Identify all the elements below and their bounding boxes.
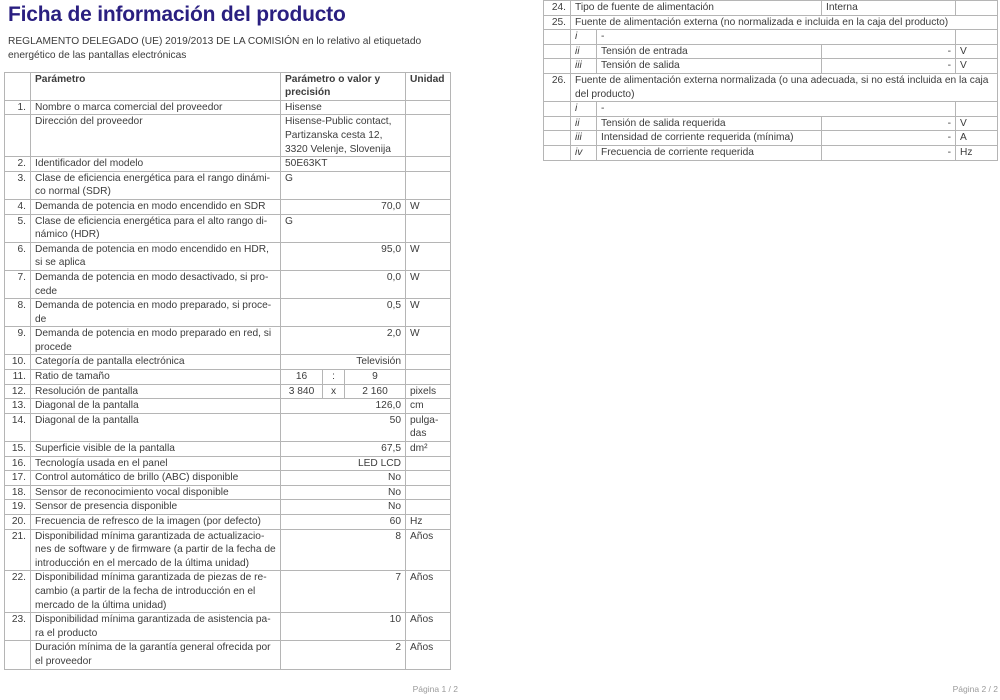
row-number-cell: 25.	[544, 15, 571, 30]
table-row	[544, 44, 998, 59]
table-cell: Años	[406, 571, 451, 613]
page-number-footer-1: Página 1 / 2	[412, 684, 458, 694]
table-cell: Ratio de tamaño	[31, 370, 281, 385]
table-cell: Categoría de pantalla electrónica	[31, 355, 281, 370]
table-row	[5, 214, 451, 242]
table-cell	[406, 370, 451, 385]
table-cell: Demanda de potencia en modo preparado, si procede	[31, 299, 281, 327]
row-number-cell: 8.	[5, 299, 31, 327]
table-cell: pulgadas	[406, 413, 451, 441]
table-row	[5, 171, 451, 199]
table-row	[5, 613, 451, 641]
table-cell: 70,0	[281, 199, 406, 214]
product-fiche-table-page2	[543, 0, 998, 161]
page-number-footer-2: Página 2 / 2	[952, 684, 998, 694]
table-cell: dm²	[406, 442, 451, 457]
table-cell: 50E63KT	[281, 157, 406, 172]
document-subtitle: REGLAMENTO DELEGADO (UE) 2019/2013 DE LA COMISIÓN en lo relativo al etiquetado energético de las pantallas electrónicas	[8, 36, 422, 61]
table-cell: Sensor de reconocimiento vocal disponible	[31, 485, 281, 500]
table-row	[5, 299, 451, 327]
table-row	[544, 116, 998, 131]
table-row	[5, 270, 451, 298]
table-row	[5, 242, 451, 270]
row-number-cell	[544, 59, 571, 74]
page-1	[4, 2, 456, 670]
table-cell	[956, 1, 998, 16]
table-cell: Disponibilidad mínima garantizada de asistencia para el producto	[31, 613, 281, 641]
table-cell: Fuente de alimentación externa (no normalizada e incluida en la caja del producto)	[571, 15, 998, 30]
table-cell: LED LCD	[281, 456, 406, 471]
sub-index-cell: iv	[571, 145, 597, 160]
table-cell	[956, 30, 998, 45]
table-cell: 7	[281, 571, 406, 613]
table-row	[5, 571, 451, 613]
table-row	[5, 384, 451, 399]
row-number-cell: 21.	[5, 529, 31, 571]
table-cell: Tensión de entrada	[597, 44, 822, 59]
table-cell: V	[956, 116, 998, 131]
table-cell: Televisión	[281, 355, 406, 370]
sub-index-cell: iii	[571, 59, 597, 74]
row-number-cell	[544, 145, 571, 160]
row-number-cell: 23.	[5, 613, 31, 641]
row-number-cell: 2.	[5, 157, 31, 172]
row-number-cell: 10.	[5, 355, 31, 370]
table-cell: Sensor de presencia disponible	[31, 500, 281, 515]
table-cell: 9	[345, 370, 406, 385]
row-number-cell: 17.	[5, 471, 31, 486]
row-number-cell: 12.	[5, 384, 31, 399]
table-cell: W	[406, 199, 451, 214]
table-row	[5, 500, 451, 515]
table-cell	[406, 100, 451, 115]
table-row	[5, 327, 451, 355]
row-number-cell: 4.	[5, 199, 31, 214]
table-cell: Demanda de potencia en modo encendido en SDR	[31, 199, 281, 214]
table-cell	[406, 115, 451, 157]
table-cell: Demanda de potencia en modo desactivado, si procede	[31, 270, 281, 298]
table-cell: -	[822, 116, 956, 131]
row-number-cell	[544, 131, 571, 146]
table-cell: 67,5	[281, 442, 406, 457]
row-number-cell: 24.	[544, 1, 571, 16]
table-cell: 0,5	[281, 299, 406, 327]
product-fiche-table-page1	[4, 72, 451, 670]
table-cell: 0,0	[281, 270, 406, 298]
table-cell: Tensión de salida requerida	[597, 116, 822, 131]
header-cell: Parámetro	[31, 72, 281, 100]
table-cell: Tipo de fuente de alimentación	[571, 1, 822, 16]
table-cell: Diagonal de la pantalla	[31, 399, 281, 414]
table-row	[5, 72, 451, 100]
table-row	[5, 100, 451, 115]
table-row	[5, 442, 451, 457]
row-number-cell: 5.	[5, 214, 31, 242]
table-cell: Hisense-Public contact, Partizanska cesta 12, 3320 Velenje, Slovenija	[281, 115, 406, 157]
table-cell	[406, 355, 451, 370]
table-cell: Hz	[956, 145, 998, 160]
table-cell: :	[323, 370, 345, 385]
row-number-cell: 16.	[5, 456, 31, 471]
table-row	[5, 529, 451, 571]
table-cell: Disponibilidad mínima garantizada de actualizaciones de software y de firmware (a partir de la fecha de introducción en el mercado de la última unidad)	[31, 529, 281, 571]
row-number-cell: 11.	[5, 370, 31, 385]
table-cell: No	[281, 471, 406, 486]
sub-index-cell: i	[571, 30, 597, 45]
table-cell: W	[406, 270, 451, 298]
table-cell: Duración mínima de la garantía general ofrecida por el proveedor	[31, 641, 281, 669]
row-number-cell	[5, 641, 31, 669]
table-cell: -	[822, 59, 956, 74]
row-number-cell	[544, 116, 571, 131]
row-number-cell: 13.	[5, 399, 31, 414]
row-number-cell: 1.	[5, 100, 31, 115]
table-cell	[406, 485, 451, 500]
table-cell: G	[281, 171, 406, 199]
table-cell: 2,0	[281, 327, 406, 355]
sub-index-cell: i	[571, 102, 597, 117]
row-number-cell: 3.	[5, 171, 31, 199]
table-cell: cm	[406, 399, 451, 414]
table-cell: Diagonal de la pantalla	[31, 413, 281, 441]
table-row	[5, 399, 451, 414]
table-row	[544, 102, 998, 117]
row-number-cell	[544, 30, 571, 45]
table-cell: 2 160	[345, 384, 406, 399]
table-cell: Tensión de salida	[597, 59, 822, 74]
table-cell: Interna	[822, 1, 956, 16]
table-cell	[406, 157, 451, 172]
row-number-cell: 9.	[5, 327, 31, 355]
table-cell	[956, 102, 998, 117]
table-cell	[406, 214, 451, 242]
sub-index-cell: ii	[571, 44, 597, 59]
table-cell: W	[406, 242, 451, 270]
row-number-cell: 14.	[5, 413, 31, 441]
table-cell: Años	[406, 529, 451, 571]
table-cell: 95,0	[281, 242, 406, 270]
table-cell: Clase de eficiencia energética para el alto rango dinámico (HDR)	[31, 214, 281, 242]
table-cell: 8	[281, 529, 406, 571]
row-number-cell: 7.	[5, 270, 31, 298]
document-title: Ficha de información del producto	[8, 3, 346, 26]
table-cell: Control automático de brillo (ABC) disponible	[31, 471, 281, 486]
table-cell: Fuente de alimentación externa normalizada (o una adecuada, si no está incluida en la caja del producto)	[571, 73, 998, 101]
table-cell: 50	[281, 413, 406, 441]
row-number-cell	[544, 44, 571, 59]
table-row	[5, 370, 451, 385]
table-cell: Intensidad de corriente requerida (mínima)	[597, 131, 822, 146]
table-cell: W	[406, 327, 451, 355]
table-cell: 126,0	[281, 399, 406, 414]
table-row	[5, 199, 451, 214]
table-row	[544, 73, 998, 101]
table-cell: Superficie visible de la pantalla	[31, 442, 281, 457]
page-2	[543, 0, 998, 161]
table-cell: G	[281, 214, 406, 242]
table-row	[544, 145, 998, 160]
table-cell: Frecuencia de refresco de la imagen (por defecto)	[31, 515, 281, 530]
table-cell: Clase de eficiencia energética para el rango dinámico normal (SDR)	[31, 171, 281, 199]
table-cell: Años	[406, 613, 451, 641]
table-cell	[406, 500, 451, 515]
table-row	[5, 115, 451, 157]
row-number-cell: 20.	[5, 515, 31, 530]
table-cell: V	[956, 44, 998, 59]
sub-index-cell: ii	[571, 116, 597, 131]
table-row	[544, 1, 998, 16]
table-cell: Demanda de potencia en modo encendido en HDR, si se aplica	[31, 242, 281, 270]
table-row	[544, 30, 998, 45]
table-row	[5, 355, 451, 370]
table-cell: No	[281, 485, 406, 500]
row-number-cell	[544, 102, 571, 117]
table-cell: Disponibilidad mínima garantizada de piezas de recambio (a partir de la fecha de introducción en el mercado de la última unidad)	[31, 571, 281, 613]
table-cell: Años	[406, 641, 451, 669]
table-cell	[406, 456, 451, 471]
row-number-cell: 26.	[544, 73, 571, 101]
row-number-cell: 6.	[5, 242, 31, 270]
row-number-cell: 22.	[5, 571, 31, 613]
table-cell: -	[822, 44, 956, 59]
table-cell: W	[406, 299, 451, 327]
table-row	[544, 15, 998, 30]
table-cell: Identificador del modelo	[31, 157, 281, 172]
table-row	[544, 59, 998, 74]
table-cell: Demanda de potencia en modo preparado en red, si procede	[31, 327, 281, 355]
table-cell: Hz	[406, 515, 451, 530]
table-row	[5, 413, 451, 441]
table-cell	[406, 471, 451, 486]
row-number-cell: 18.	[5, 485, 31, 500]
header-cell: Parámetro o valor y precisión	[281, 72, 406, 100]
table-cell: A	[956, 131, 998, 146]
table-cell: Frecuencia de corriente requerida	[597, 145, 822, 160]
table-cell: 16	[281, 370, 323, 385]
header-cell: Unidad	[406, 72, 451, 100]
table-cell: Dirección del proveedor	[31, 115, 281, 157]
row-number-cell: 15.	[5, 442, 31, 457]
table-cell: x	[323, 384, 345, 399]
table-row	[5, 471, 451, 486]
table-row	[5, 515, 451, 530]
row-number-cell: 19.	[5, 500, 31, 515]
table-cell	[406, 171, 451, 199]
table-cell: No	[281, 500, 406, 515]
table-cell: -	[822, 145, 956, 160]
table-cell: -	[597, 102, 956, 117]
table-row	[5, 157, 451, 172]
table-row	[5, 485, 451, 500]
table-cell: 60	[281, 515, 406, 530]
table-cell: Hisense	[281, 100, 406, 115]
row-number-cell	[5, 72, 31, 100]
table-row	[5, 456, 451, 471]
table-cell: V	[956, 59, 998, 74]
table-cell: 3 840	[281, 384, 323, 399]
table-cell: -	[597, 30, 956, 45]
table-cell: 2	[281, 641, 406, 669]
row-number-cell	[5, 115, 31, 157]
table-row	[544, 131, 998, 146]
sub-index-cell: iii	[571, 131, 597, 146]
table-cell: pixels	[406, 384, 451, 399]
table-row	[5, 641, 451, 669]
table-cell: 10	[281, 613, 406, 641]
table-cell: Resolución de pantalla	[31, 384, 281, 399]
table-cell: -	[822, 131, 956, 146]
table-cell: Nombre o marca comercial del proveedor	[31, 100, 281, 115]
table-cell: Tecnología usada en el panel	[31, 456, 281, 471]
